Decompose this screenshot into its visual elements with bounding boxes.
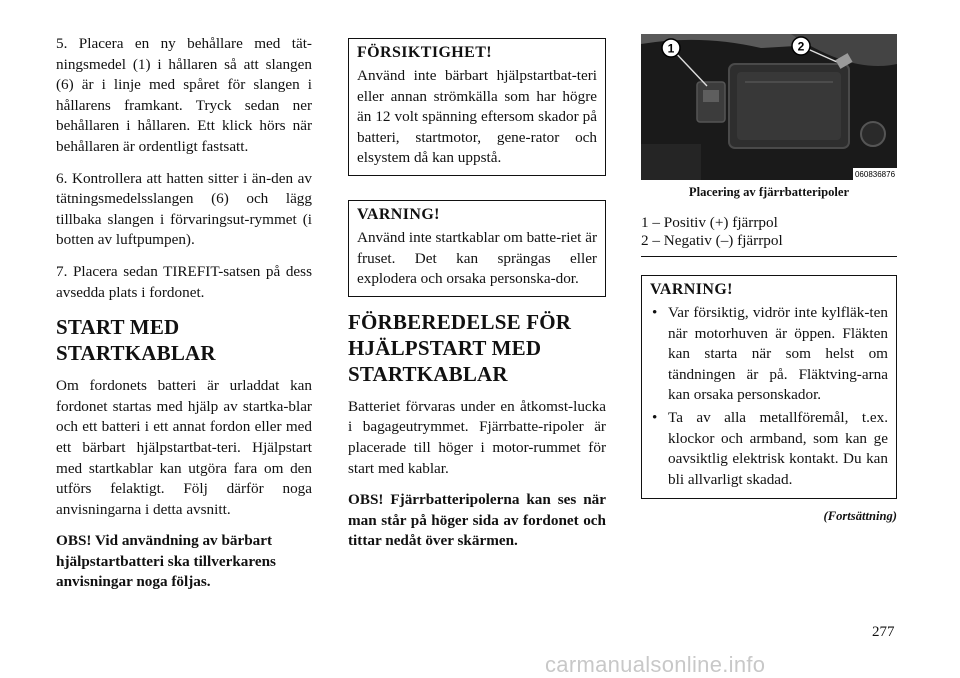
caution-text: Använd inte bärbart hjälpstartbat-teri eller annan strömkälla som har högre än 12 volt spänning eftersom skador på batteri, startmotor, gene-rator och elsystem då kan uppstå. <box>357 67 597 167</box>
step-5-paragraph: 5. Placera en ny behållare med tät-ningsmedel (1) i hållaren så att slangen (6) är i linje med spåret för slangen i hållarens framkant. Tryck sedan ner behållaren i hållaren. Ett klick hörs när behållaren är ordentligt fastsatt. <box>56 35 312 155</box>
callout-1: 1 <box>667 41 675 56</box>
caution-box <box>348 38 606 176</box>
step-6-paragraph: 6. Kontrollera att hatten sitter i än-den av tätningsmedelsslangen (6) och lägg tillbaka slangen i förvaringsut-rymmet (i botten av luftpumpen). <box>56 169 312 249</box>
continued-label: (Fortsättning) <box>823 509 897 524</box>
section-heading-jump-start: START MED STARTKABLAR <box>56 315 216 366</box>
warning-box-safety <box>641 275 897 499</box>
warning-text: Använd inte startkablar om batte-riet är fruset. Det kan sprängas eller explodera och orsaka personska-dor. <box>357 228 597 288</box>
column-left <box>56 34 312 593</box>
warning-bullet-list <box>650 303 888 490</box>
portable-battery-note: OBS! Vid användning av bärbart hjälpstartbatteri ska tillverkarens anvisningar noga följas. <box>56 532 276 591</box>
photo-legend <box>641 214 897 250</box>
engine-bay-illustration <box>641 34 897 180</box>
remote-terminals-note: OBS! Fjärrbatteripolerna kan ses när man står på höger sida av fordonet och tittar nedåt över skärmen. <box>348 491 606 550</box>
photo-caption: Placering av fjärrbatteripoler <box>688 185 850 199</box>
step-7-paragraph: 7. Placera sedan TIREFIT-satsen på dess avsedda plats i fordonet. <box>56 262 312 301</box>
jump-start-body: Om fordonets batteri är urladdat kan fordonet startas med hjälp av startka-blar och ett batteri i ett annat fordon eller med ett bärbart hjälpstartbat-teri. Hjälpstart med startkablar kan utgöra fara om den utförs felaktigt. Följ därför noga anvisningarna i detta avsnitt. <box>56 377 312 518</box>
legend-positive: 1 – Positiv (+) fjärrpol <box>641 214 778 231</box>
warning-bullet-fan: • Var försiktig, vidrör inte kylfläk-ten när motorhuven är öppen. Fläkten kan starta när som helst om tändningen är på. Fläktving-arna kan orsaka personskador. <box>650 303 888 406</box>
page-number: 277 <box>872 624 895 640</box>
watermark: carmanualsonline.info <box>545 652 766 677</box>
column-middle <box>348 34 606 552</box>
legend-negative: 2 – Negativ (–) fjärrpol <box>641 232 783 249</box>
photo-code: 060836876 <box>854 170 896 179</box>
section-heading-preparation: FÖRBEREDELSE FÖR HJÄLPSTART MED STARTKABLAR <box>348 309 572 386</box>
divider <box>641 256 897 257</box>
warning-box-frozen-battery <box>348 200 606 297</box>
warning-title: VARNING! <box>357 205 440 223</box>
warning-title-2: VARNING! <box>650 281 733 298</box>
column-right <box>641 34 897 524</box>
engine-bay-photo <box>641 34 897 180</box>
callout-2: 2 <box>797 39 805 54</box>
caution-title: FÖRSIKTIGHET! <box>357 44 493 61</box>
warning-bullet-metal: • Ta av alla metallföremål, t.ex. klockor och armband, som kan ge oavsiktlig elektrisk kontakt. Du kan bli allvarligt skadad. <box>650 408 888 490</box>
preparation-body: Batteriet förvaras under en åtkomst-lucka i bagageutrymmet. Fjärrbatte-ripoler är placerade till höger i motor-rummet för start med kablar. <box>348 397 606 477</box>
